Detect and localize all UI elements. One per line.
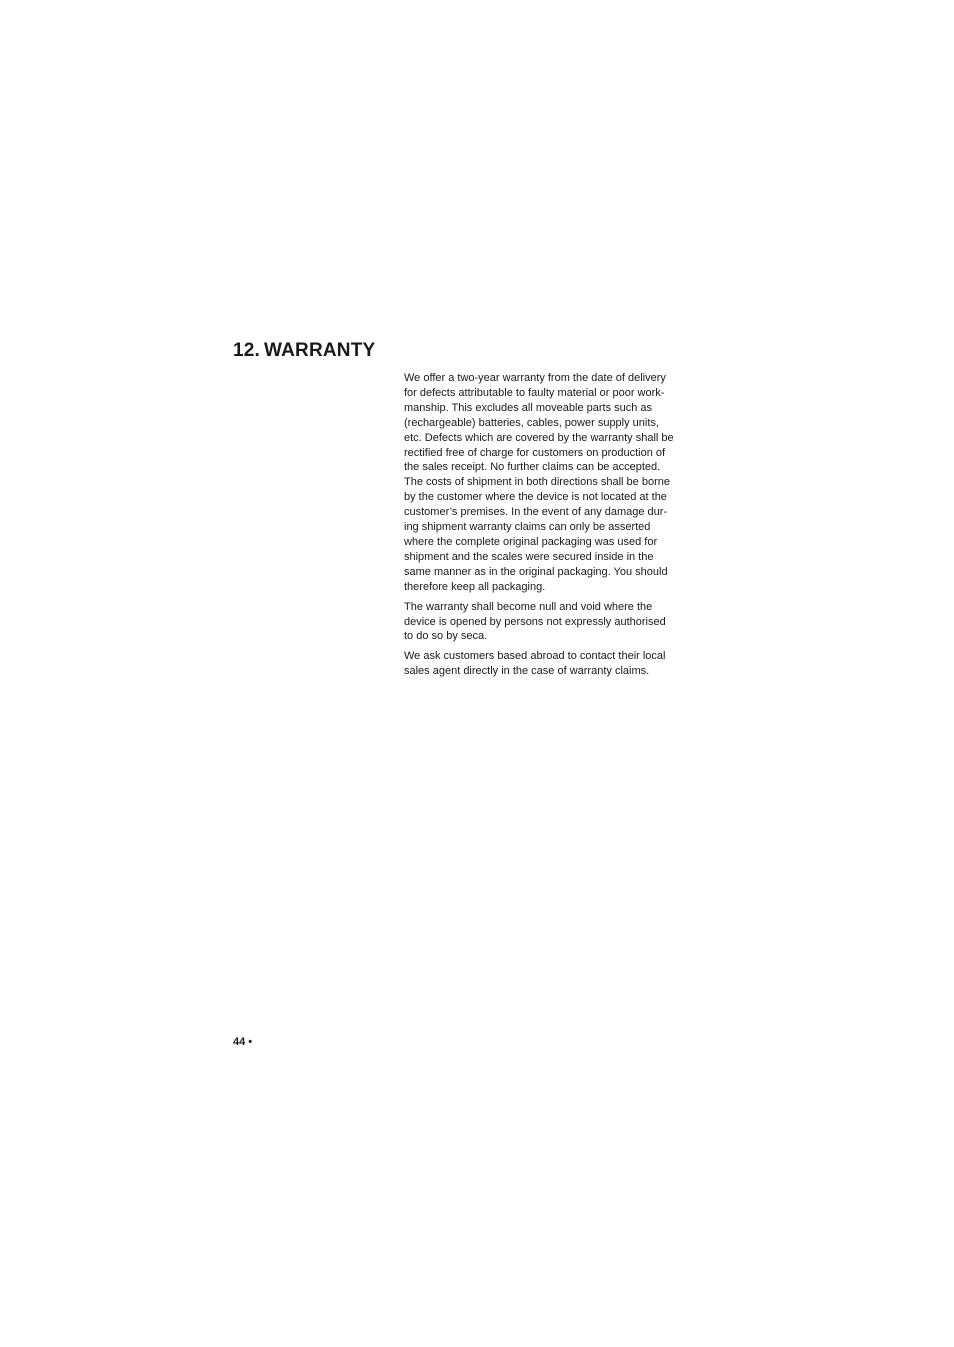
text-line: manship. This excludes all moveable parts such as bbox=[404, 401, 653, 414]
section-title: WARRANTY bbox=[264, 340, 376, 361]
text-line: The warranty shall become null and void where the bbox=[404, 600, 653, 613]
text-line: etc. Defects which are covered by the warranty shall be bbox=[404, 431, 674, 444]
section-heading bbox=[233, 340, 375, 362]
text-line: The costs of shipment in both directions shall be borne bbox=[404, 476, 670, 489]
text-line: for defects attributable to faulty material or poor work- bbox=[404, 386, 665, 399]
text-line: same manner as in the original packaging. You should bbox=[404, 565, 668, 578]
warranty-text-column bbox=[404, 371, 690, 684]
page-number: 44 • bbox=[233, 1036, 253, 1048]
text-line: We offer a two-year warranty from the date of delivery bbox=[404, 372, 666, 384]
text-line: by the customer where the device is not located at the bbox=[404, 491, 667, 504]
paragraph-abroad-customers bbox=[404, 649, 690, 679]
text-line: the sales receipt. No further claims can be accepted. bbox=[404, 461, 661, 474]
section-number: 12. bbox=[233, 340, 261, 361]
text-line: (rechargeable) batteries, cables, power supply units, bbox=[404, 416, 659, 429]
text-line: therefore keep all packaging. bbox=[404, 580, 546, 593]
text-line: customer’s premises. In the event of any damage dur- bbox=[404, 506, 668, 519]
text-line: where the complete original packaging was used for bbox=[404, 535, 658, 548]
paragraph-warranty-void bbox=[404, 600, 690, 645]
text-line: to do so by seca. bbox=[404, 630, 488, 643]
text-line: sales agent directly in the case of warranty claims. bbox=[404, 665, 650, 678]
text-line: We ask customers based abroad to contact their local bbox=[404, 650, 666, 663]
text-line: rectified free of charge for customers on production of bbox=[404, 446, 666, 459]
text-line: ing shipment warranty claims can only be asserted bbox=[404, 521, 651, 534]
text-line: device is opened by persons not expressly authorised bbox=[404, 615, 666, 628]
text-line: shipment and the scales were secured inside in the bbox=[404, 550, 654, 563]
paragraph-warranty-terms bbox=[404, 371, 690, 595]
